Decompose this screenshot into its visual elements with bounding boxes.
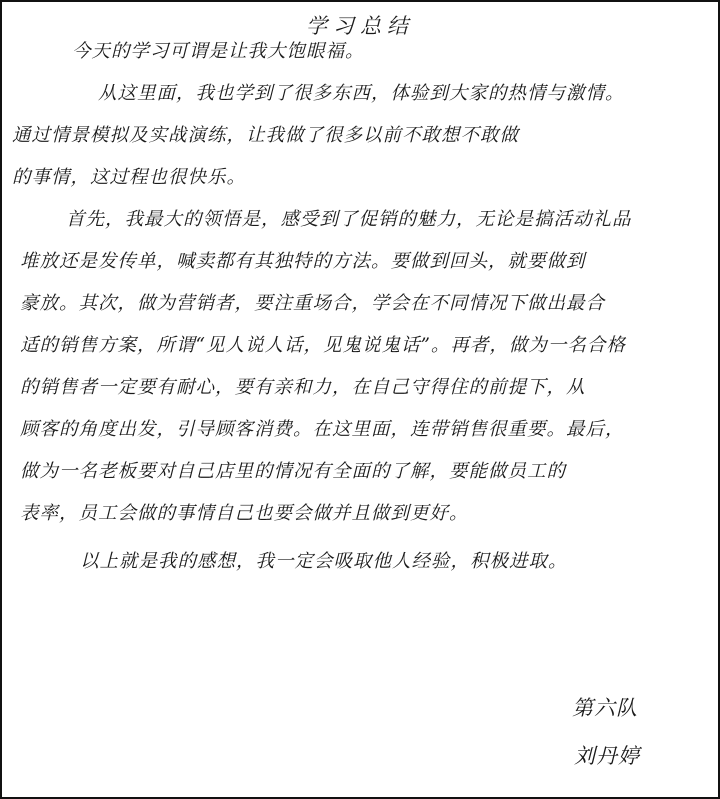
signature-name: 刘丹婷 xyxy=(574,744,640,768)
text-line-10: 顾客的角度出发，引导顾客消费。在这里面，连带销售很重要。最后， xyxy=(20,419,625,440)
text-line-1: 今天的学习可谓是让我大饱眼福。 xyxy=(72,41,365,62)
text-line-7: 豪放。其次，做为营销者，要注重场合，学会在不同情况下做出最合 xyxy=(20,293,606,314)
text-line-4: 的事情，这过程也很快乐。 xyxy=(12,167,247,188)
text-line-12: 表率，员工会做的事情自己也要会做并且做到更好。 xyxy=(20,503,469,524)
text-line-5: 首先，我最大的领悟是，感受到了促销的魅力，无论是搞活动礼品 xyxy=(66,209,632,230)
text-line-3: 通过情景模拟及实战演练，让我做了很多以前不敢想不敢做 xyxy=(12,125,520,146)
text-line-13: 以上就是我的感想，我一定会吸取他人经验，积极进取。 xyxy=(80,551,568,572)
text-line-8: 适的销售方案，所谓“见人说人话，见鬼说鬼话”。再者，做为一名合格 xyxy=(20,335,626,356)
text-line-9: 的销售者一定要有耐心，要有亲和力，在自己守得住的前提下，从 xyxy=(20,377,586,398)
text-line-11: 做为一名老板要对自己店里的情况有全面的了解，要能做员工的 xyxy=(20,461,567,482)
signature-team: 第六队 xyxy=(572,696,638,720)
document-title: 学习总结 xyxy=(306,14,414,38)
text-line-2: 从这里面，我也学到了很多东西，体验到大家的热情与激情。 xyxy=(98,83,625,104)
text-line-6: 堆放还是发传单，喊卖都有其独特的方法。要做到回头，就要做到 xyxy=(20,251,586,272)
